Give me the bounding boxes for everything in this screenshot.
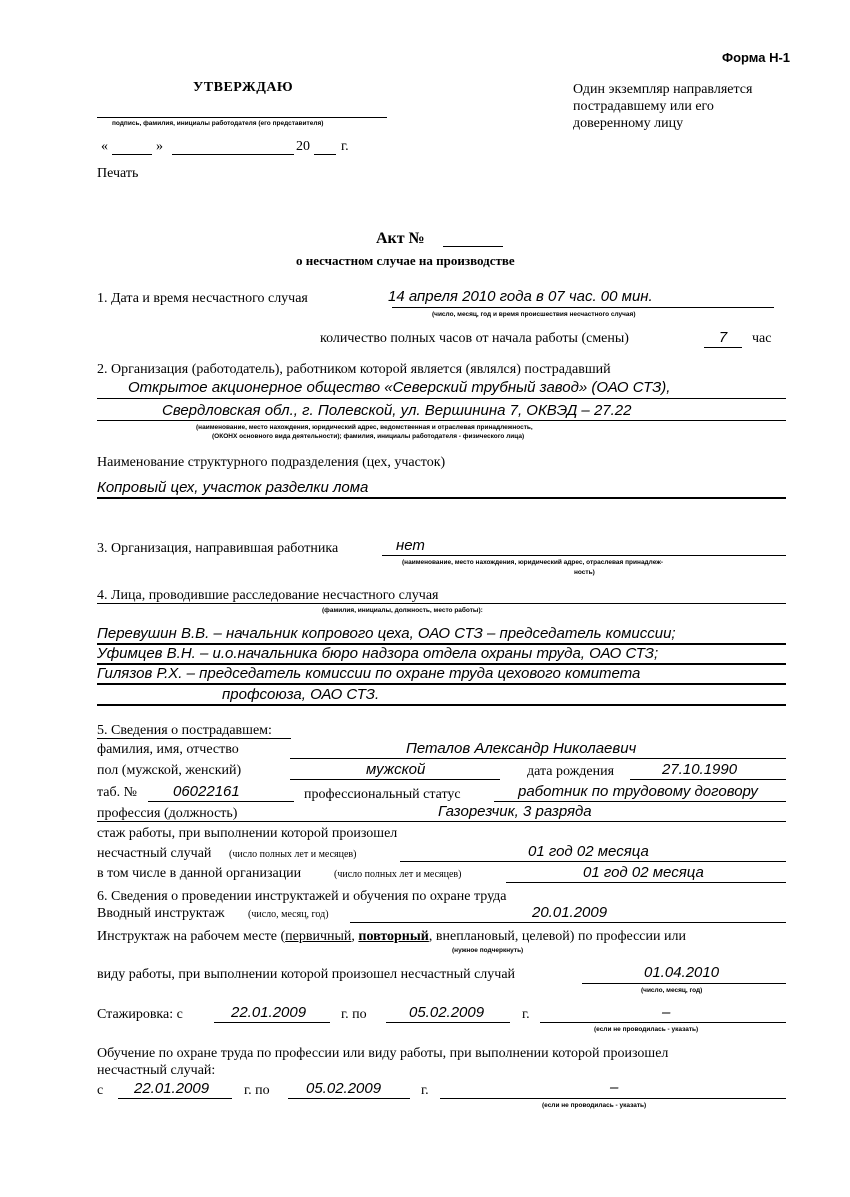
s6-intern-status-line <box>540 1022 786 1023</box>
s5-org-exp-hint: (число полных лет и месяцев) <box>334 869 462 880</box>
s1-hours-label: количество полных часов от начала работы (смены) <box>320 331 629 346</box>
approve-month-line <box>172 154 294 155</box>
s5-dob-value: 27.10.1990 <box>662 761 738 778</box>
signature-line <box>97 117 387 118</box>
stamp-label: Печать <box>97 166 139 181</box>
approve-title: УТВЕРЖДАЮ <box>193 80 294 95</box>
s6-intro-value: 20.01.2009 <box>532 904 608 921</box>
s2-org-line1: Открытое акционерное общество «Северский трубный завод» (ОАО СТЗ), <box>128 379 671 396</box>
s5-sex-line <box>290 779 500 780</box>
s5-prof-line <box>97 821 786 822</box>
s5-sex-label: пол (мужской, женский) <box>97 763 242 778</box>
s6-train-g2: г. <box>421 1083 429 1098</box>
s6-train-label2: несчастный случай: <box>97 1063 216 1078</box>
s6-intern-from: 22.01.2009 <box>231 1004 307 1021</box>
s6-workplace-label: Инструктаж на рабочем месте (первичный, повторный, внеплановый, целевой) по профессии или <box>97 929 686 944</box>
s4-member-3: Гилязов Р.Х. – председатель комиссии по охране труда цехового комитета <box>97 665 641 682</box>
s1-datetime-hint: (число, месяц, год и время происшествия несчастного случая) <box>432 311 636 318</box>
s5-dob-label: дата рождения <box>527 764 615 779</box>
s6-train-from: 22.01.2009 <box>134 1080 210 1097</box>
s5-tab-line <box>148 801 294 802</box>
s5-label: 5. Сведения о пострадавшем: <box>97 723 272 738</box>
approve-date-mid: » <box>156 139 163 154</box>
s6-wp-hint: (нужное подчеркнуть) <box>452 947 524 954</box>
s6-opt-repeat: повторный <box>358 929 429 944</box>
copy-note-line1: Один экземпляр направляется <box>573 82 753 97</box>
s1-hours-unit: час <box>752 331 772 346</box>
s6-train-c: с <box>97 1083 104 1098</box>
s5-prof-label: профессия (должность) <box>97 806 238 821</box>
s4-label-line <box>97 603 786 604</box>
s6-train-hint: (если не проводилась - указать) <box>542 1102 647 1109</box>
s5-prof-value: Газорезчик, 3 разряда <box>438 803 592 820</box>
s5-dob-line <box>630 779 786 780</box>
act-title: Акт № <box>376 230 425 247</box>
approve-year-line <box>314 154 336 155</box>
s6-train-dash: – <box>610 1079 619 1096</box>
s5-tab-value: 06022161 <box>173 783 240 800</box>
s5-exp-hint: (число полных лет и месяцев) <box>229 849 357 860</box>
s5-fio-value: Петалов Александр Николаевич <box>406 740 637 757</box>
s5-status-label: профессиональный статус <box>304 787 461 802</box>
s1-hours-value: 7 <box>718 329 728 346</box>
approve-day-line <box>112 154 152 155</box>
s6-intro-line <box>350 922 786 923</box>
s2-unit-value: Копровый цех, участок разделки лома <box>97 479 369 496</box>
s5-exp-label1: стаж работы, при выполнении которой произошел <box>97 826 398 841</box>
s6-label: 6. Сведения о проведении инструктажей и обучения по охране труда <box>97 889 507 904</box>
s2-org-line1-rule <box>97 398 786 399</box>
s4-member-2: Уфимцев В.Н. – и.о.начальника бюро надзора отдела охраны труда, ОАО СТЗ; <box>97 645 659 662</box>
s5-exp-line <box>400 861 786 862</box>
s3-label: 3. Организация, направившая работника <box>97 541 339 556</box>
s5-fio-label: фамилия, имя, отчество <box>97 742 239 757</box>
s5-tab-label: таб. № <box>97 785 137 800</box>
s6-train-label1: Обучение по охране труда по профессии или виду работы, при выполнении которой произошел <box>97 1046 669 1061</box>
form-label: Форма Н-1 <box>722 50 791 65</box>
s6-train-from-line <box>118 1098 232 1099</box>
act-subtitle: о несчастном случае на производстве <box>296 253 515 268</box>
s2-hint1: (наименование, место нахождения, юридический адрес, ведомственная и отраслевая принадлежность, <box>196 424 533 431</box>
s5-org-exp-label: в том числе в данной организации <box>97 866 302 881</box>
s5-org-exp-value: 01 год 02 месяца <box>583 864 704 881</box>
s4-label: 4. Лица, проводившие расследование несчастного случая <box>97 588 439 603</box>
s6-intern-g1: г. по <box>341 1007 367 1022</box>
s5-status-value: работник по трудовому договору <box>518 783 758 800</box>
act-number-line <box>443 246 503 247</box>
s6-train-status-line <box>440 1098 786 1099</box>
s2-unit-line <box>97 497 786 499</box>
s6-intern-hint: (если не проводилась - указать) <box>594 1026 699 1033</box>
s2-hint2: (ОКОНХ основного вида деятельности); фамилия, инициалы работодателя - физического лица) <box>212 433 525 440</box>
s6-wp-label2: виду работы, при выполнении которой произошел несчастный случай <box>97 967 516 982</box>
s6-wp-value-hint: (число, месяц, год) <box>641 987 703 994</box>
s6-intern-label: Стажировка: с <box>97 1007 183 1022</box>
s2-org-line2: Свердловская обл., г. Полевской, ул. Вершинина 7, ОКВЭД – 27.22 <box>162 402 632 419</box>
s6-intern-from-line <box>214 1022 330 1023</box>
s3-hint2: ность) <box>574 569 595 576</box>
s1-datetime-value: 14 апреля 2010 года в 07 час. 00 мин. <box>388 288 653 305</box>
s2-org-line2-rule <box>97 420 786 421</box>
s1-hours-line <box>704 347 742 348</box>
s3-line <box>382 555 786 556</box>
s3-value: нет <box>396 537 425 554</box>
s3-hint1: (наименование, место нахождения, юридический адрес, отраслевая принадлеж- <box>402 559 664 566</box>
signature-hint: подпись, фамилия, инициалы работодателя (его представителя) <box>112 120 324 127</box>
s6-intro-hint: (число, месяц, год) <box>248 909 329 920</box>
s4-line4-rule <box>97 704 786 706</box>
s4-line3-rule <box>97 683 786 685</box>
s5-status-line <box>494 801 786 802</box>
s4-member-3-cont: профсоюза, ОАО СТЗ. <box>222 686 380 703</box>
s1-datetime-line <box>392 307 774 308</box>
s5-exp-value: 01 год 02 месяца <box>528 843 649 860</box>
s1-label: 1. Дата и время несчастного случая <box>97 291 308 306</box>
s6-intern-to: 05.02.2009 <box>409 1004 485 1021</box>
s6-train-to-line <box>288 1098 410 1099</box>
s5-exp-label2: несчастный случай <box>97 846 212 861</box>
s6-train-to: 05.02.2009 <box>306 1080 382 1097</box>
s5-org-exp-line <box>506 882 786 883</box>
approve-date-year: 20 <box>296 139 310 154</box>
s2-unit-label: Наименование структурного подразделения (цех, участок) <box>97 455 446 470</box>
s4-member-1: Перевушин В.В. – начальник копрового цеха, ОАО СТЗ – председатель комиссии; <box>97 625 676 642</box>
s5-fio-line <box>290 758 786 759</box>
s6-intern-dash: – <box>662 1004 671 1021</box>
s6-wp-value: 01.04.2010 <box>644 964 720 981</box>
s6-intern-to-line <box>386 1022 510 1023</box>
copy-note-line3: доверенному лицу <box>573 116 684 131</box>
s6-intro-label: Вводный инструктаж <box>97 906 225 921</box>
s6-wp-line <box>582 983 786 984</box>
s5-sex-value: мужской <box>366 761 426 778</box>
approve-date-g: г. <box>341 139 349 154</box>
s6-opt-primary: первичный <box>285 929 352 944</box>
copy-note-line2: пострадавшему или его <box>573 99 714 114</box>
s4-hint: (фамилия, инициалы, должность, место работы): <box>322 607 483 614</box>
s5-label-line <box>97 738 291 739</box>
s6-train-g1: г. по <box>244 1083 270 1098</box>
s6-intern-g2: г. <box>522 1007 530 1022</box>
approve-date-open: « <box>101 139 108 154</box>
s2-label: 2. Организация (работодатель), работником которой является (являлся) пострадавший <box>97 362 611 377</box>
